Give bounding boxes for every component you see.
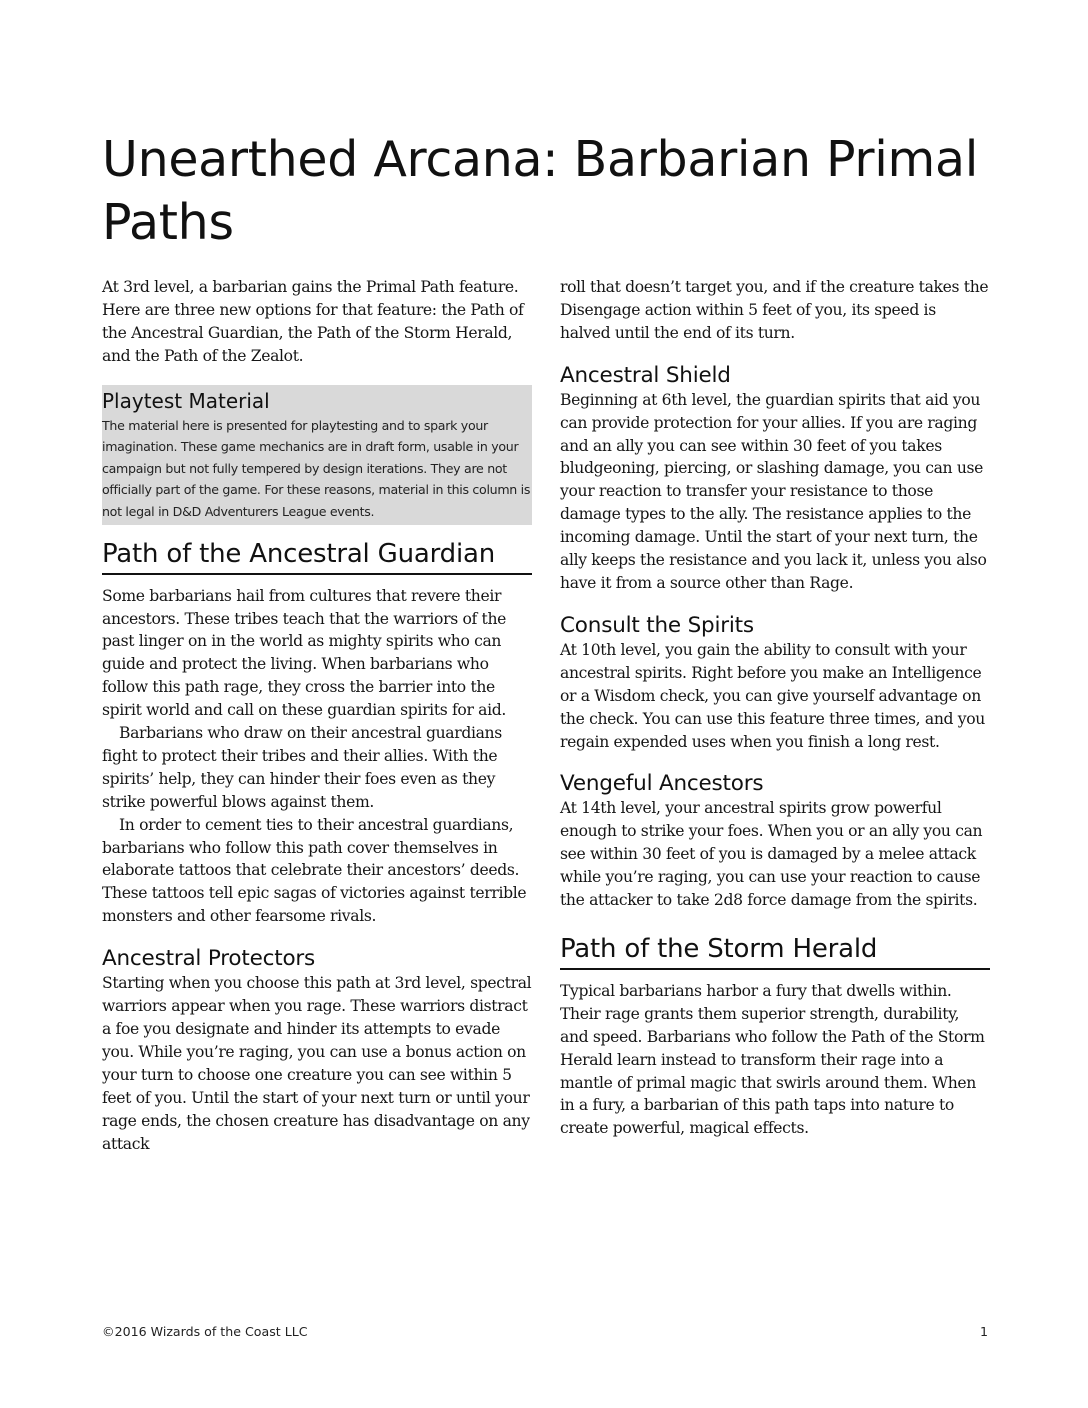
playtest-text: The material here is presented for playtesting and to spark your imagination. These game mechanics are in draft form, usable in your campaign but not fully tempered by design iterations. They are not officially part of the game. For these reasons, material in this column is not legal in D&D Adventurers League events.	[102, 417, 531, 519]
copyright-text: ©2016 Wizards of the Coast LLC	[102, 1324, 308, 1339]
playtest-sidebar	[102, 385, 532, 525]
section-heading-storm-herald: Path of the Storm Herald	[560, 932, 990, 970]
ancestral-shield-text: Beginning at 6th level, the guardian spirits that aid you can provide protection for your allies. If you are raging and an ally you can see within 30 feet of you takes bludgeoning, piercing, or slashing damage, you can use your reaction to transfer your resistance to those damage types to the ally. The resistance applies to the incoming damage. Until the start of your next turn, the ally keeps the resistance and you lack it, unless you also have it from a source other than Rage.	[560, 390, 987, 592]
subheading-consult-spirits: Consult the Spirits	[560, 612, 754, 638]
page-footer	[102, 1324, 988, 1339]
ancestral-guardian-paragraph-1: Some barbarians hail from cultures that revere their ancestors. These tribes teach that the warriors of the past linger on in the world as mighty spirits who can guide and protect the living. When barbarians who follow this path rage, they cross the barrier into the spirit world and call on these guardian spirits for aid.	[102, 586, 507, 720]
ancestral-guardian-paragraph-2: Barbarians who draw on their ancestral guardians fight to protect their tribes and their allies. With the spirits’ help, they can hinder their foes even as they strike powerful blows against them.	[102, 724, 502, 811]
playtest-heading: Playtest Material	[102, 388, 270, 413]
ancestral-protectors-continued: roll that doesn’t target you, and if the creature takes the Disengage action within 5 feet of you, its speed is halved until the end of its turn.	[560, 278, 989, 342]
subheading-ancestral-protectors: Ancestral Protectors	[102, 946, 316, 972]
ancestral-protectors-text: Starting when you choose this path at 3rd level, spectral warriors appear when you rage. These warriors distract a foe you designate and hinder its attempts to evade you. While you’re raging, you can use a bonus action on your turn to choose one creature you can see within 5 feet of you. Until the start of your next turn or until your rage ends, the chosen creature has disadvantage on any attack	[102, 974, 532, 1153]
consult-spirits-text: At 10th level, you gain the ability to consult with your ancestral spirits. Right before you make an Intelligence or a Wisdom check, you can give yourself advantage on the check. You can use this feature three times, and you regain expended uses when you finish a long rest.	[560, 640, 985, 751]
page-number: 1	[979, 1324, 988, 1339]
section-heading-ancestral-guardian: Path of the Ancestral Guardian	[102, 537, 532, 575]
right-column	[560, 276, 990, 1140]
storm-herald-text: Typical barbarians harbor a fury that dwells within. Their rage grants them superior strength, durability, and speed. Barbarians who follow the Path of the Storm Herald learn instead to transform their rage into a mantle of primal magic that swirls around them. When in a fury, a barbarian of this path taps into nature to create powerful, magical effects.	[560, 981, 985, 1138]
intro-paragraph: At 3rd level, a barbarian gains the Primal Path feature. Here are three new options for that feature: the Path of the Ancestral Guardian, the Path of the Storm Herald, and the Path of the Zealot.	[102, 278, 524, 365]
page-title: Unearthed Arcana: Barbarian Primal Paths	[102, 131, 979, 251]
subheading-vengeful-ancestors: Vengeful Ancestors	[560, 771, 764, 797]
subheading-ancestral-shield: Ancestral Shield	[560, 362, 731, 388]
vengeful-ancestors-text: At 14th level, your ancestral spirits grow powerful enough to strike your foes. When you or an ally you can see within 30 feet of you is damaged by a melee attack while you’re raging, you can use your reaction to cause the attacker to take 2d8 force damage from the spirits.	[560, 799, 983, 910]
left-column	[102, 276, 532, 1155]
ancestral-guardian-paragraph-3: In order to cement ties to their ancestral guardians, barbarians who follow this path cover themselves in elaborate tattoos that celebrate their ancestors’ deeds. These tattoos tell epic sagas of victories against terrible monsters and other fearsome rivals.	[102, 815, 527, 926]
